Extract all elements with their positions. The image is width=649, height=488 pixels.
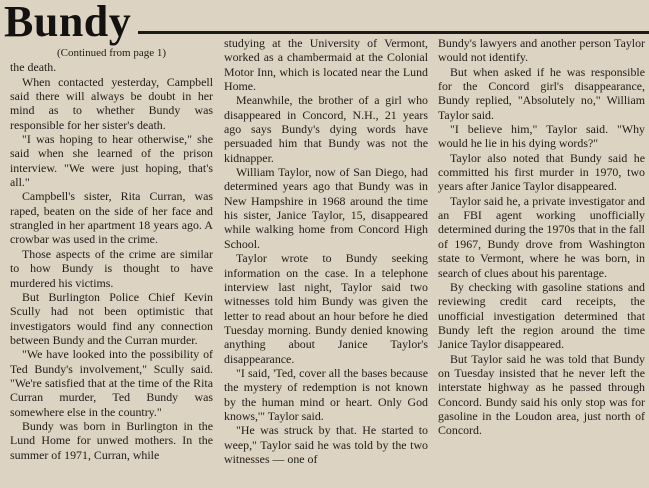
headline: Bundy [4,0,132,46]
headline-rule [138,31,649,34]
paragraph: "I said, 'Ted, cover all the bases because the mystery of redemption is not known by the human mind or heart. Only God knows,'" Taylor said. [224,365,428,423]
paragraph: Taylor said he, a private investigator and an FBI agent working unofficially determined during the 1970s that in the fall of 1967, Bundy drove from Washington state to Vermont, where he was born, in search of clues about his parentage. [438,193,645,280]
paragraph: studying at the University of Vermont, worked as a chambermaid at the Colonial Motor Inn, which is located near the Lund Home. [224,36,428,94]
paragraph: "We have looked into the possibility of Ted Bundy's involvement," Scully said. "We're satisfied that at the time of the Rita Curran murder, Ted Bundy was somewhere else in the country." [10,347,213,419]
paragraph: Bundy was born in Burlington in the Lund Home for unwed mothers. In the summer of 1971, Curran, while [10,418,213,462]
continued-note: (Continued from page 1) [56,47,167,59]
paragraph: the death. [10,60,57,75]
paragraph: Meanwhile, the brother of a girl who disappeared in Concord, N.H., 21 years ago says Bundy's dying words have persuaded him that Bundy was not the kidnapper. [224,93,428,165]
paragraph: Those aspects of the crime are similar to how Bundy is thought to have murdered his victims. [10,246,213,290]
paragraph: When contacted yesterday, Campbell said there will always be doubt in her mind as to whether Bundy was responsible for her sister's death. [10,74,213,132]
paragraph: "He was struck by that. He started to weep," Taylor said he was told by the two witnesses — one of [224,423,428,466]
paragraph: Taylor wrote to Bundy seeking information on the case. In a telephone interview last night, Taylor said two witnesses told him Bundy was given the letter to read about an hour before he died Tuesday morning. Bundy denied knowing anything about Janice Taylor's disappearance. [224,251,428,366]
paragraph: By checking with gasoline stations and reviewing credit card receipts, the unofficial investigation determined that Bundy left the region around the time Janice Taylor disappeared. [438,279,645,352]
paragraph: Bundy's lawyers and another person Taylor would not identify. [438,36,645,65]
paragraph: But Taylor said he was told that Bundy on Tuesday insisted that he never left the interstate highway as he passed through Concord. Bundy said his only stop was for gasoline in the Loudon area, just north of Concord. [438,351,645,438]
paragraph: Campbell's sister, Rita Curran, was raped, beaten on the side of her face and strangled in her apartment 18 years ago. A crowbar was used in the crime. [10,189,213,247]
paragraph: But when asked if he was responsible for the Concord girl's disappearance, Bundy replied, "Absolutely no," William Taylor said. [438,64,645,122]
paragraph: Taylor also noted that Bundy said he committed his first murder in 1970, two years after Janice Taylor disappeared. [438,150,645,194]
column-3 [438,36,645,438]
column-2 [224,36,428,466]
paragraph: William Taylor, now of San Diego, had determined years ago that Bundy was in New Hampshire in 1968 around the time his sister, Janice Taylor, 15, disappeared while walking home from Concord High School. [224,165,428,251]
paragraph: "I believe him," Taylor said. "Why would he lie in his dying words?" [438,122,645,151]
paragraph: But Burlington Police Chief Kevin Scully had not been optimistic that investigators would find any connection between Bundy and the Curran murder. [10,289,213,347]
paragraph: "I was hoping to hear otherwise," she said when she learned of the prison interview. "We were just hoping, that's all." [10,132,213,190]
column-1 [10,46,213,462]
